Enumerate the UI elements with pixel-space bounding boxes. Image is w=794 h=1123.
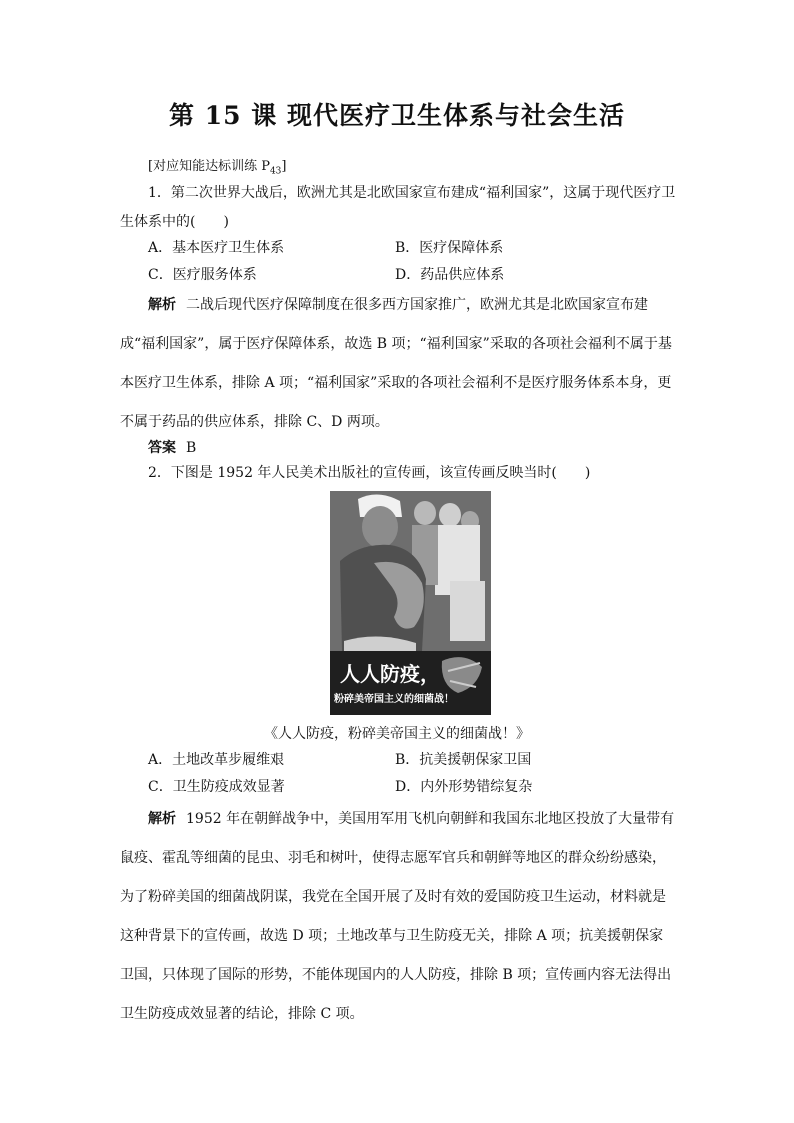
analysis-label: 解析	[148, 811, 176, 827]
poster-caption: 《人人防疫，粉碎美帝国主义的细菌战！》	[264, 726, 530, 742]
question-2-analysis: 解析 1952 年在朝鲜战争中，美国用军用飞机向朝鲜和我国东北地区投放了大量带有鼠疫、霍乱等细菌的昆虫、羽毛和树叶，使得志愿军官兵和朝鲜等地区的群众纷纷感染，为了粉碎美国的细菌战阴谋，我党在全国开展了及时有效的爱国防疫卫生运动，材料就是这种背景下的宣传画，故选 D 项；土地改革与卫生防疫无关，排除 A 项；抗美援朝保家卫国，只体现了国际的形势，不能体现国内的人人防疫，排除 B 项；宣传画内容无法得出卫生防疫成效显著的结论，排除 C 项。	[120, 811, 675, 1022]
option-b: B．抗美援朝保家卫国	[395, 752, 532, 768]
answer-label: 答案	[148, 440, 176, 456]
poster-headline: 人人防疫，	[340, 662, 440, 686]
option-c: C．卫生防疫成效显著	[148, 779, 285, 795]
question-2-options	[148, 747, 676, 801]
lesson-title: 第 15 课 现代医疗卫生体系与社会生活	[169, 101, 625, 130]
propaganda-poster-image	[330, 491, 491, 715]
question-1-options	[148, 235, 676, 289]
poster-slogan: 粉碎美帝国主义的细菌战！	[334, 694, 454, 705]
question-1-analysis: 解析 二战后现代医疗保障制度在很多西方国家推广，欧洲尤其是北欧国家宣布建成“福利国家”，属于医疗保障体系，故选 B 项；“福利国家”采取的各项社会福利不属于基本医疗卫生体系，排除 A 项；“福利国家”采取的各项社会福利不是医疗服务体系本身，更不属于药品的供应体系，排除 C、D 两项。	[120, 297, 672, 430]
option-b: B．医疗保障体系	[395, 240, 504, 256]
option-a: A．基本医疗卫生体系	[148, 240, 285, 256]
option-d: D．内外形势错综复杂	[395, 779, 533, 795]
question-1-stem: 1．第二次世界大战后，欧洲尤其是北欧国家宣布建成“福利国家”，这属于现代医疗卫生体系中的( )	[120, 185, 676, 230]
exercise-reference: [对应知能达标训练 $P_{43}$]	[148, 159, 287, 177]
analysis-label: 解析	[148, 297, 176, 313]
question-2-stem: 2．下图是 1952 年人民美术出版社的宣传画，该宣传画反映当时( )	[148, 465, 591, 481]
option-c: C．医疗服务体系	[148, 267, 257, 283]
question-1-answer	[148, 438, 196, 458]
answer-value: B	[186, 440, 197, 456]
option-a: A．土地改革步履维艰	[148, 752, 285, 768]
option-d: D．药品供应体系	[395, 267, 505, 283]
